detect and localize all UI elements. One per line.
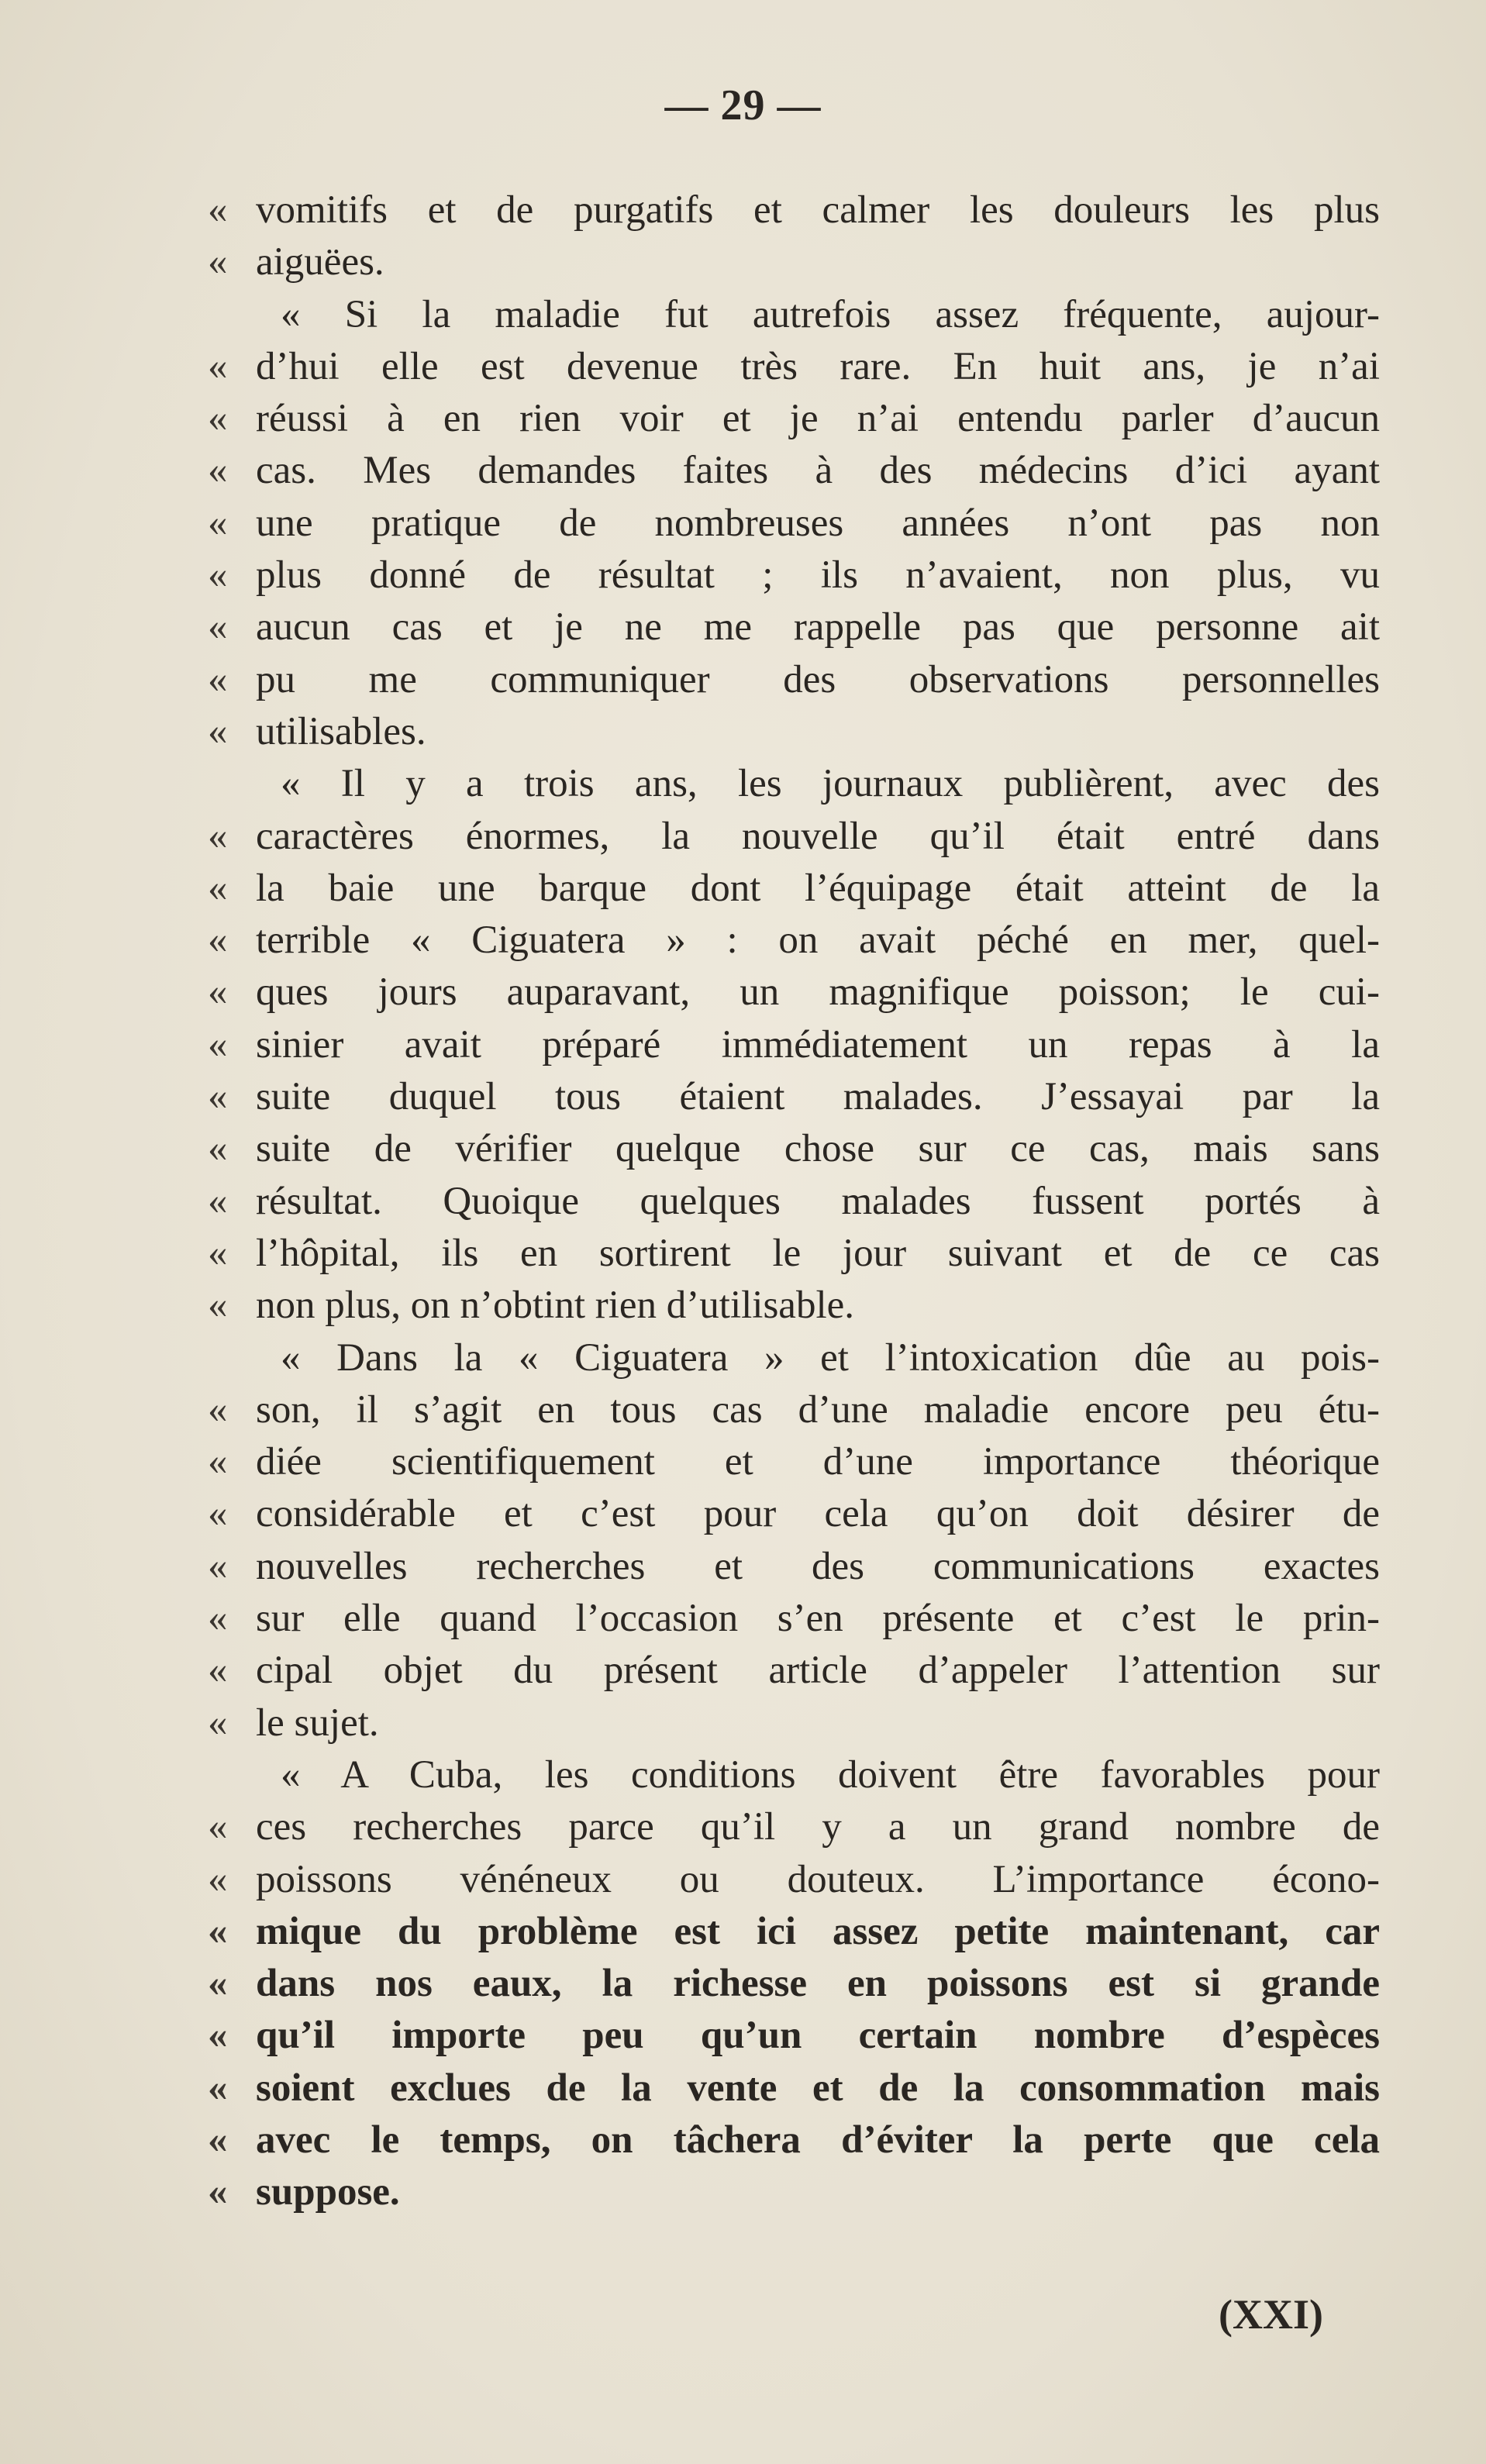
quote-mark: « <box>208 1284 228 1328</box>
text-line <box>208 2010 1417 2062</box>
text-line <box>208 1332 1417 1384</box>
line-text: ces recherches parce qu’il y a un grand nombre de <box>256 1805 1380 1849</box>
line-text: dans nos eaux, la richesse en poissons est si grande <box>256 1962 1380 2006</box>
text-line <box>208 289 1417 341</box>
line-text: avec le temps, on tâchera d’éviter la perte que cela <box>256 2118 1380 2162</box>
quote-mark: « <box>208 553 228 598</box>
line-text: « Si la maladie fut autrefois assez fréquente, aujour- <box>281 292 1380 336</box>
text-line <box>208 654 1417 706</box>
line-text: « A Cuba, les conditions doivent être favorables pour <box>281 1752 1380 1797</box>
quote-mark: « <box>208 2066 228 2110</box>
line-text: nouvelles recherches et des communications exactes <box>256 1544 1380 1588</box>
text-line <box>208 1280 1417 1332</box>
line-text: caractères énormes, la nouvelle qu’il était entré dans <box>256 814 1380 858</box>
text-line <box>208 445 1417 497</box>
line-text: cipal objet du présent article d’appeler l’attention sur <box>256 1649 1380 1693</box>
line-text: « Il y a trois ans, les journaux publièrent, avec des <box>281 762 1380 806</box>
quote-mark: « <box>208 1649 228 1693</box>
text-line <box>208 967 1417 1018</box>
line-text: vomitifs et de purgatifs et calmer les douleurs les plus <box>256 188 1380 232</box>
line-text: plus donné de résultat ; ils n’avaient, non plus, vu <box>256 553 1380 598</box>
quote-mark: « <box>208 1909 228 1953</box>
quote-mark: « <box>208 397 228 441</box>
line-text: l’hôpital, ils en sortirent le jour suivant et de ce cas <box>256 1231 1380 1275</box>
text-line <box>208 393 1417 445</box>
text-line <box>208 1854 1417 1906</box>
quote-mark: « <box>208 1805 228 1849</box>
quote-mark: « <box>208 814 228 858</box>
line-text: suite de vérifier quelque chose sur ce cas, mais sans <box>256 1127 1380 1171</box>
line-text: la baie une barque dont l’équipage était atteint de la <box>256 866 1380 910</box>
quote-mark: « <box>208 1492 228 1536</box>
line-text: mique du problème est ici assez petite maintenant, car <box>256 1909 1380 1953</box>
line-text: non plus, on n’obtint rien d’utilisable. <box>256 1284 854 1328</box>
quote-mark: « <box>208 918 228 963</box>
text-line <box>208 1436 1417 1488</box>
text-line <box>208 1176 1417 1228</box>
line-text: ques jours auparavant, un magnifique poisson; le cui- <box>256 970 1380 1015</box>
line-text: le sujet. <box>256 1701 379 1745</box>
line-text: terrible « Ciguatera » : on avait péché en mer, quel- <box>256 918 1380 963</box>
line-text: diée scientifiquement et d’une importance théorique <box>256 1440 1380 1484</box>
line-text: d’hui elle est devenue très rare. En huit ans, je n’ai <box>256 344 1380 388</box>
quote-mark: « <box>208 1127 228 1171</box>
line-text: aucun cas et je ne me rappelle pas que personne ait <box>256 605 1380 650</box>
quote-mark: « <box>208 1962 228 2006</box>
text-line <box>208 2114 1417 2166</box>
text-line <box>208 706 1417 758</box>
text-line <box>208 1958 1417 2010</box>
line-text: suite duquel tous étaient malades. J’essayai par la <box>256 1075 1380 1119</box>
signature-mark: (XXI) <box>1219 2291 1323 2338</box>
line-text: utilisables. <box>256 709 426 753</box>
quote-mark: « <box>208 1387 228 1432</box>
text-line <box>208 1019 1417 1071</box>
quote-mark: « <box>208 1231 228 1275</box>
text-line <box>208 1906 1417 1958</box>
text-line <box>208 601 1417 653</box>
quote-mark: « <box>208 1701 228 1745</box>
line-text: poissons vénéneux ou douteux. L’importance écono- <box>256 1857 1380 1901</box>
line-text: « Dans la « Ciguatera » et l’intoxication dûe au pois- <box>281 1335 1380 1380</box>
text-line <box>208 184 1417 236</box>
text-line <box>208 1541 1417 1593</box>
line-text: qu’il importe peu qu’un certain nombre d’espèces <box>256 2014 1380 2058</box>
line-text: sinier avait préparé immédiatement un repas à la <box>256 1022 1380 1067</box>
text-line <box>208 811 1417 863</box>
line-text: soient exclues de la vente et de la consommation mais <box>256 2066 1380 2110</box>
text-line <box>208 1645 1417 1697</box>
text-line <box>208 863 1417 915</box>
quote-mark: « <box>208 970 228 1015</box>
line-text: son, il s’agit en tous cas d’une maladie encore peu étu- <box>256 1387 1380 1432</box>
text-line <box>208 1801 1417 1853</box>
line-text: réussi à en rien voir et je n’ai entendu parler d’aucun <box>256 397 1380 441</box>
quote-mark: « <box>208 1857 228 1901</box>
line-text: pu me communiquer des observations personnelles <box>256 657 1380 701</box>
body-text <box>208 184 1417 2219</box>
quote-mark: « <box>208 240 228 284</box>
text-line <box>208 1384 1417 1436</box>
quote-mark: « <box>208 1075 228 1119</box>
quote-mark: « <box>208 605 228 650</box>
text-line <box>208 1123 1417 1175</box>
text-line <box>208 236 1417 288</box>
text-line <box>208 1071 1417 1123</box>
quote-mark: « <box>208 1544 228 1588</box>
line-text: suppose. <box>256 2170 400 2214</box>
text-line <box>208 2063 1417 2114</box>
page-number: — 29 — <box>664 81 822 129</box>
text-line <box>208 758 1417 810</box>
quote-mark: « <box>208 709 228 753</box>
line-text: résultat. Quoique quelques malades fussent portés à <box>256 1179 1380 1223</box>
text-line <box>208 550 1417 601</box>
line-text: considérable et c’est pour cela qu’on doit désirer de <box>256 1492 1380 1536</box>
quote-mark: « <box>208 1597 228 1641</box>
quote-mark: « <box>208 501 228 545</box>
quote-mark: « <box>208 1440 228 1484</box>
text-line <box>208 1228 1417 1280</box>
quote-mark: « <box>208 2014 228 2058</box>
text-line <box>208 1488 1417 1540</box>
quote-mark: « <box>208 449 228 493</box>
quote-mark: « <box>208 1022 228 1067</box>
quote-mark: « <box>208 188 228 232</box>
text-line <box>208 1749 1417 1801</box>
quote-mark: « <box>208 657 228 701</box>
text-line <box>208 915 1417 967</box>
quote-mark: « <box>208 866 228 910</box>
line-text: aiguëes. <box>256 240 384 284</box>
line-text: une pratique de nombreuses années n’ont pas non <box>256 501 1380 545</box>
quote-mark: « <box>208 2170 228 2214</box>
quote-mark: « <box>208 1179 228 1223</box>
quote-mark: « <box>208 344 228 388</box>
text-line <box>208 2166 1417 2218</box>
text-line <box>208 1593 1417 1645</box>
text-line <box>208 1697 1417 1749</box>
text-line <box>208 341 1417 393</box>
line-text: cas. Mes demandes faites à des médecins d’ici ayant <box>256 449 1380 493</box>
quote-mark: « <box>208 2118 228 2162</box>
text-line <box>208 498 1417 550</box>
line-text: sur elle quand l’occasion s’en présente et c’est le prin- <box>256 1597 1380 1641</box>
